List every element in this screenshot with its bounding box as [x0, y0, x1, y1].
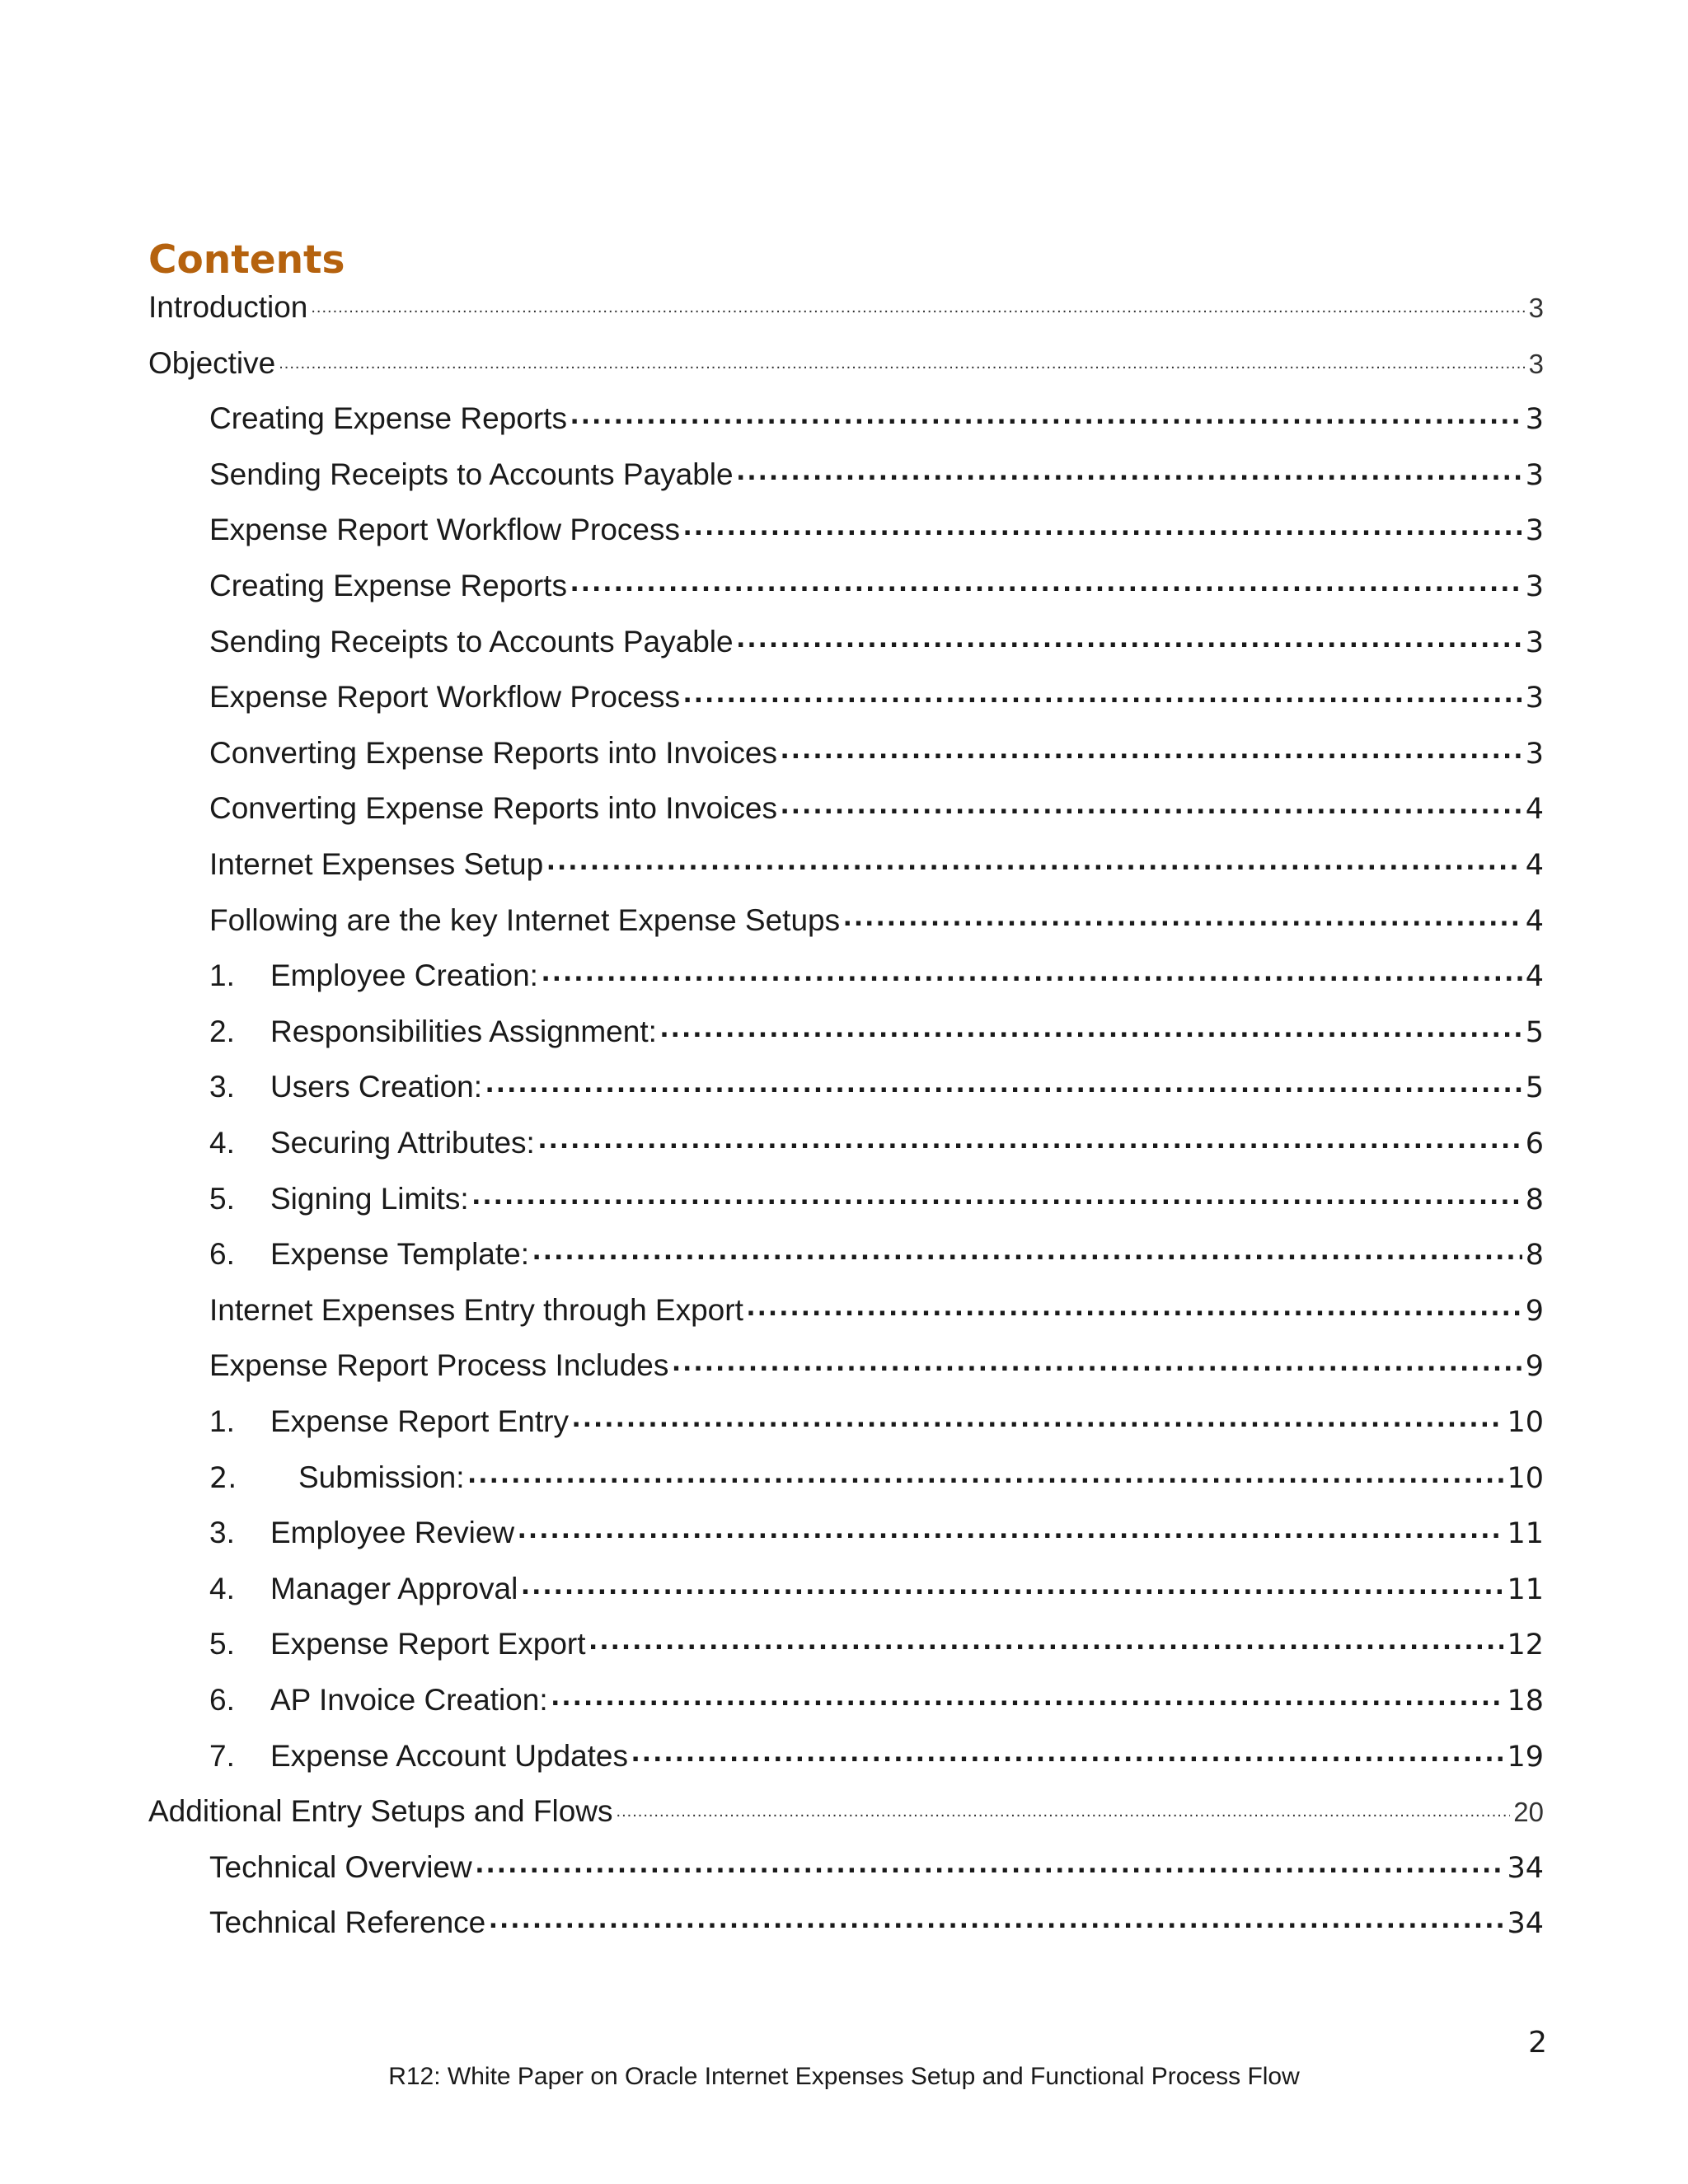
toc-entry-page: 3 — [1525, 458, 1544, 492]
toc-dot-leader — [472, 1174, 1522, 1215]
page-footer: R12: White Paper on Oracle Internet Expenses Setup and Functional Process Flow — [388, 2063, 1300, 2090]
toc-dot-leader — [683, 504, 1522, 546]
toc-entry-page: 3 — [1525, 737, 1544, 771]
toc-dot-leader — [279, 338, 1525, 384]
toc-entry[interactable] — [209, 565, 1544, 607]
toc-entry-page: 6 — [1525, 1127, 1544, 1160]
toc-entry[interactable] — [209, 1179, 1544, 1220]
toc-entry-label: Submission: — [298, 1460, 465, 1494]
toc-dot-leader — [551, 1675, 1504, 1716]
toc-entry-label: Following are the key Internet Expense Setups — [209, 902, 841, 937]
toc-entry-label: Expense Report Process Includes — [209, 1348, 669, 1383]
toc-entry[interactable] — [209, 788, 1544, 829]
toc-entry[interactable] — [209, 1736, 1544, 1777]
toc-entry-number: 5. — [209, 1181, 235, 1216]
toc-dot-leader — [737, 616, 1522, 658]
toc-entry-page: 34 — [1507, 1851, 1544, 1885]
toc-entry-number: 6. — [209, 1237, 235, 1272]
toc-entry-page: 5 — [1525, 1015, 1544, 1049]
toc-entry[interactable] — [209, 621, 1544, 663]
toc-entry[interactable] — [209, 1680, 1544, 1721]
toc-entry-page: 9 — [1525, 1294, 1544, 1328]
toc-entry[interactable] — [209, 1122, 1544, 1164]
toc-entry-label: Introduction — [148, 290, 308, 324]
toc-entry-label: Signing Limits: — [270, 1181, 469, 1216]
toc-entry[interactable] — [209, 733, 1544, 774]
toc-entry-page: 5 — [1525, 1071, 1544, 1105]
toc-dot-leader — [617, 1786, 1511, 1832]
toc-dot-leader — [489, 1897, 1503, 1938]
toc-entry-label: Securing Attributes: — [270, 1126, 535, 1160]
toc-dot-leader — [546, 839, 1522, 880]
toc-entry[interactable] — [209, 1847, 1544, 1888]
toc-entry-label: Expense Template: — [270, 1237, 530, 1272]
toc-dot-leader — [672, 1340, 1522, 1381]
toc-entry-number: 3. — [209, 1070, 235, 1104]
toc-dot-leader — [570, 393, 1522, 434]
toc-entry[interactable] — [209, 1066, 1544, 1108]
toc-dot-leader — [542, 950, 1522, 991]
toc-entry-label: Internet Expenses Entry through Export — [209, 1292, 743, 1327]
toc-entry-label: Technical Overview — [209, 1849, 472, 1884]
toc-entry-label: Technical Reference — [209, 1905, 486, 1940]
toc-entry-label: Manager Approval — [270, 1571, 518, 1605]
toc-entry[interactable] — [148, 287, 1544, 328]
toc-entry-number: 3. — [209, 1516, 235, 1550]
toc-entry-page: 4 — [1525, 904, 1544, 938]
toc-entry-label: Additional Entry Setups and Flows — [148, 1794, 613, 1829]
toc-entry-number: 6. — [209, 1683, 235, 1717]
toc-dot-leader — [311, 282, 1525, 328]
toc-entry-page: 4 — [1525, 793, 1544, 827]
toc-entry[interactable] — [148, 343, 1544, 384]
toc-entry[interactable] — [209, 454, 1544, 495]
toc-heading: Contents — [148, 237, 345, 283]
toc-dot-leader — [683, 672, 1522, 713]
toc-entry-number: 5. — [209, 1627, 235, 1661]
page-number: 2 — [1528, 2026, 1547, 2060]
toc-entry-label: Expense Account Updates — [270, 1738, 629, 1773]
toc-entry-label: Sending Receipts to Accounts Payable — [209, 457, 734, 491]
toc-entry-page: 8 — [1525, 1239, 1544, 1272]
toc-entry-number: 2. — [209, 1014, 235, 1048]
toc-entry-page: 4 — [1525, 960, 1544, 994]
toc-entry[interactable] — [209, 1345, 1544, 1386]
toc-entry-label: Users Creation: — [270, 1070, 483, 1104]
toc-dot-leader — [572, 1396, 1503, 1437]
toc-dot-leader — [589, 1619, 1504, 1660]
toc-entry-page: 3 — [1525, 682, 1544, 715]
toc-entry-page: 3 — [1525, 514, 1544, 548]
toc-entry-label: Sending Receipts to Accounts Payable — [209, 624, 734, 658]
toc-entry-number: 4. — [209, 1571, 235, 1605]
toc-entry-page: 3 — [1525, 570, 1544, 603]
toc-entry-label: Creating Expense Reports — [209, 569, 567, 602]
toc-entry-label: Internet Expenses Setup — [209, 847, 544, 881]
toc-dot-leader — [521, 1563, 1503, 1605]
toc-entry-label: Expense Report Workflow Process — [209, 513, 680, 547]
toc-dot-leader — [468, 1452, 1504, 1493]
toc-entry[interactable] — [209, 1011, 1544, 1052]
toc-dot-leader — [747, 1285, 1522, 1326]
toc-entry-label: Expense Report Entry — [270, 1404, 569, 1438]
toc-entry[interactable] — [209, 1290, 1544, 1331]
toc-entry[interactable] — [209, 398, 1544, 439]
toc-dot-leader — [843, 895, 1522, 936]
toc-entry-page: 12 — [1507, 1629, 1544, 1662]
toc-entry-number: 4. — [209, 1126, 235, 1160]
toc-entry-page: 8 — [1525, 1183, 1544, 1216]
toc-entry-page: 34 — [1507, 1907, 1544, 1941]
toc-entry[interactable] — [148, 1791, 1544, 1832]
toc-entry[interactable] — [209, 844, 1544, 885]
toc-entry-label: Expense Report Workflow Process — [209, 680, 680, 715]
toc-entry[interactable] — [209, 1568, 1544, 1610]
toc-entry-label: AP Invoice Creation: — [270, 1683, 548, 1717]
toc-entry[interactable] — [209, 509, 1544, 551]
toc-dot-leader — [538, 1118, 1522, 1159]
toc-entry[interactable] — [209, 900, 1544, 941]
toc-entry-page: 3 — [1528, 348, 1544, 379]
toc-entry-number: 2. — [209, 1461, 237, 1495]
toc-entry[interactable] — [209, 955, 1544, 996]
toc-entry-label: Converting Expense Reports into Invoices — [209, 791, 777, 826]
toc-entry-page: 18 — [1507, 1685, 1544, 1718]
toc-entry[interactable] — [209, 1624, 1544, 1665]
toc-entry-page: 11 — [1507, 1517, 1544, 1551]
toc-entry-label: Objective — [148, 345, 276, 380]
toc-dot-leader — [518, 1507, 1503, 1549]
toc-entry[interactable] — [209, 1512, 1544, 1554]
toc-dot-leader — [476, 1842, 1504, 1883]
toc-entry[interactable] — [209, 1457, 1544, 1498]
toc-entry-page: 3 — [1525, 626, 1544, 659]
toc-dot-leader — [781, 783, 1522, 824]
toc-dot-leader — [532, 1229, 1522, 1270]
toc-entry[interactable] — [209, 1401, 1544, 1442]
toc-entry-number: 1. — [209, 1404, 235, 1438]
toc-entry-page: 9 — [1525, 1350, 1544, 1384]
toc-dot-leader — [485, 1062, 1522, 1103]
toc-entry-label: Converting Expense Reports into Invoices — [209, 735, 777, 770]
toc-entry[interactable] — [209, 1234, 1544, 1275]
toc-entry-page: 3 — [1528, 293, 1544, 323]
toc-entry-page: 10 — [1507, 1461, 1544, 1495]
toc-entry-page: 11 — [1507, 1572, 1544, 1606]
toc-entry-number: 1. — [209, 958, 235, 993]
toc-entry-label: Employee Creation: — [270, 958, 538, 993]
toc-dot-leader — [737, 449, 1522, 490]
toc-entry-page: 3 — [1525, 403, 1544, 437]
toc-entry-number: 7. — [209, 1738, 235, 1773]
toc-dot-leader — [660, 1006, 1522, 1047]
toc-entry-label: Expense Report Export — [270, 1627, 586, 1661]
toc-entry[interactable] — [209, 677, 1544, 718]
toc-dot-leader — [781, 728, 1522, 769]
toc-entry[interactable] — [209, 1902, 1544, 1943]
toc-entry-page: 4 — [1525, 849, 1544, 882]
toc-entry-page: 19 — [1507, 1740, 1544, 1774]
toc-entry-label: Employee Review — [270, 1516, 515, 1550]
toc-entry-page: 20 — [1513, 1797, 1544, 1828]
toc-entry-page: 10 — [1507, 1406, 1544, 1439]
toc-dot-leader — [570, 560, 1522, 602]
toc-entry-label: Creating Expense Reports — [209, 401, 567, 436]
toc-dot-leader — [631, 1731, 1503, 1772]
toc-entry-label: Responsibilities Assignment: — [270, 1014, 657, 1048]
